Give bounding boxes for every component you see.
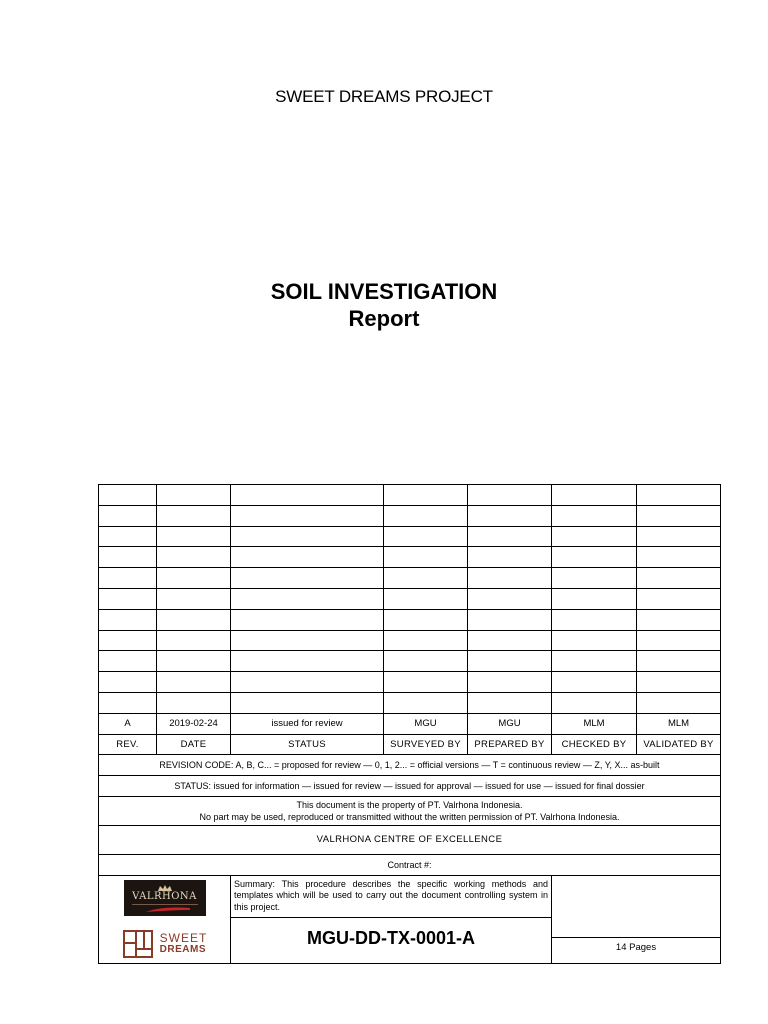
property-notice [99, 796, 721, 825]
empty-cell [384, 568, 468, 589]
report-title [0, 278, 768, 332]
header-checked-by: CHECKED BY [552, 734, 637, 755]
empty-cell [468, 568, 552, 589]
empty-cell [231, 672, 384, 693]
sweet-dreams-mark-icon [122, 929, 154, 959]
valrhona-logo [124, 880, 206, 916]
empty-cell [384, 588, 468, 609]
empty-cell [384, 692, 468, 713]
header-validated-by: VALIDATED BY [637, 734, 721, 755]
header-prepared-by: PREPARED BY [468, 734, 552, 755]
report-title-line2: Report [348, 306, 420, 331]
empty-cell [99, 485, 157, 506]
empty-cell [637, 672, 721, 693]
empty-cell [468, 588, 552, 609]
empty-revision-row [99, 630, 721, 651]
empty-cell [99, 630, 157, 651]
empty-cell [637, 505, 721, 526]
empty-cell [157, 485, 231, 506]
empty-cell [384, 505, 468, 526]
empty-cell [231, 630, 384, 651]
empty-cell [552, 609, 637, 630]
empty-cell [637, 485, 721, 506]
empty-cell [552, 547, 637, 568]
empty-cell [157, 505, 231, 526]
empty-cell [99, 672, 157, 693]
status-cell: issued for review [231, 713, 384, 734]
empty-revision-row [99, 505, 721, 526]
empty-cell [468, 630, 552, 651]
empty-cell [552, 588, 637, 609]
empty-cell [231, 692, 384, 713]
empty-revision-row [99, 651, 721, 672]
empty-revision-row [99, 588, 721, 609]
empty-cell [468, 651, 552, 672]
revision-row [99, 713, 721, 734]
checked-by-cell: MLM [552, 713, 637, 734]
swoosh-icon [146, 907, 190, 912]
empty-cell [552, 526, 637, 547]
empty-cell [231, 651, 384, 672]
page-count: 14 Pages [615, 941, 657, 953]
empty-cell [157, 692, 231, 713]
header-surveyed-by: SURVEYED BY [384, 734, 468, 755]
empty-cell [384, 485, 468, 506]
empty-cell [157, 547, 231, 568]
empty-cell [231, 588, 384, 609]
empty-cell [384, 651, 468, 672]
empty-cell [157, 568, 231, 589]
valrhona-logo-text: VALRHONA [132, 890, 197, 902]
empty-cell [552, 485, 637, 506]
empty-cell [468, 672, 552, 693]
empty-cell [637, 609, 721, 630]
empty-cell [552, 568, 637, 589]
empty-cell [552, 692, 637, 713]
empty-cell [468, 692, 552, 713]
empty-cell [637, 588, 721, 609]
empty-cell [552, 672, 637, 693]
header-rev: REV. [99, 734, 157, 755]
empty-cell [99, 651, 157, 672]
empty-cell [552, 505, 637, 526]
empty-cell [384, 547, 468, 568]
empty-cell [468, 485, 552, 506]
property-line2: No part may be used, reproduced or transmitted without the written permission of PT. Valrhona Indonesia. [199, 811, 620, 822]
empty-cell [468, 609, 552, 630]
revision-code-note: REVISION CODE: A, B, C... = proposed for review — 0, 1, 2... = official versions — T = continuous review — Z, Y, X... as-built [99, 755, 721, 776]
empty-revision-row [99, 526, 721, 547]
empty-cell [99, 609, 157, 630]
sweet-dreams-logo [99, 929, 230, 959]
empty-cell [157, 588, 231, 609]
empty-revision-row [99, 547, 721, 568]
report-title-line1: SOIL INVESTIGATION [270, 279, 498, 304]
empty-cell [231, 485, 384, 506]
header-status: STATUS [231, 734, 384, 755]
empty-cell [157, 609, 231, 630]
project-title: SWEET DREAMS PROJECT [275, 87, 493, 106]
logo-cell [99, 875, 231, 963]
empty-cell [384, 672, 468, 693]
empty-cell [552, 651, 637, 672]
empty-cell [468, 505, 552, 526]
centre-name: VALRHONA CENTRE OF EXCELLENCE [99, 825, 721, 854]
header-row [99, 734, 721, 755]
empty-cell [637, 692, 721, 713]
empty-cell [99, 526, 157, 547]
empty-revision-row [99, 609, 721, 630]
empty-cell [157, 630, 231, 651]
empty-revision-row [99, 485, 721, 506]
empty-cell [231, 547, 384, 568]
date-cell: 2019-02-24 [157, 713, 231, 734]
document-number: MGU-DD-TX-0001-A [306, 927, 475, 948]
valrhona-rule [132, 904, 198, 905]
summary-cell [231, 875, 552, 963]
empty-cell [637, 651, 721, 672]
pages-cell [552, 875, 721, 963]
empty-cell [231, 568, 384, 589]
prepared-by-cell: MGU [468, 713, 552, 734]
empty-cell [157, 672, 231, 693]
summary-text: Summary: This procedure describes the specific working methods and templates which will be used to carry out the document controlling system in this project. [231, 876, 551, 918]
empty-cell [157, 526, 231, 547]
empty-cell [468, 547, 552, 568]
empty-cell [231, 526, 384, 547]
empty-cell [99, 505, 157, 526]
empty-cell [637, 630, 721, 651]
contract-number: Contract #: [99, 854, 721, 875]
empty-cell [384, 630, 468, 651]
validated-by-cell: MLM [637, 713, 721, 734]
property-line1: This document is the property of PT. Valrhona Indonesia. [296, 799, 523, 810]
empty-cell [231, 505, 384, 526]
empty-cell [99, 568, 157, 589]
empty-cell [99, 547, 157, 568]
empty-cell [384, 526, 468, 547]
header-date: DATE [157, 734, 231, 755]
empty-cell [157, 651, 231, 672]
empty-cell [231, 609, 384, 630]
blank-box [552, 876, 720, 938]
surveyed-by-cell: MGU [384, 713, 468, 734]
revision-table [98, 484, 721, 964]
empty-cell [99, 588, 157, 609]
empty-cell [468, 526, 552, 547]
rev-cell: A [99, 713, 157, 734]
sweet-dreams-line2: DREAMS [159, 943, 206, 955]
empty-cell [552, 630, 637, 651]
status-note: STATUS: issued for information — issued for review — issued for approval — issued for use — issued for final dossier [99, 776, 721, 797]
empty-cell [384, 609, 468, 630]
empty-revision-row [99, 568, 721, 589]
empty-cell [99, 692, 157, 713]
empty-revision-row [99, 672, 721, 693]
sweet-dreams-line1: SWEET [159, 930, 208, 945]
empty-cell [637, 526, 721, 547]
empty-cell [637, 547, 721, 568]
empty-cell [637, 568, 721, 589]
empty-revision-row [99, 692, 721, 713]
